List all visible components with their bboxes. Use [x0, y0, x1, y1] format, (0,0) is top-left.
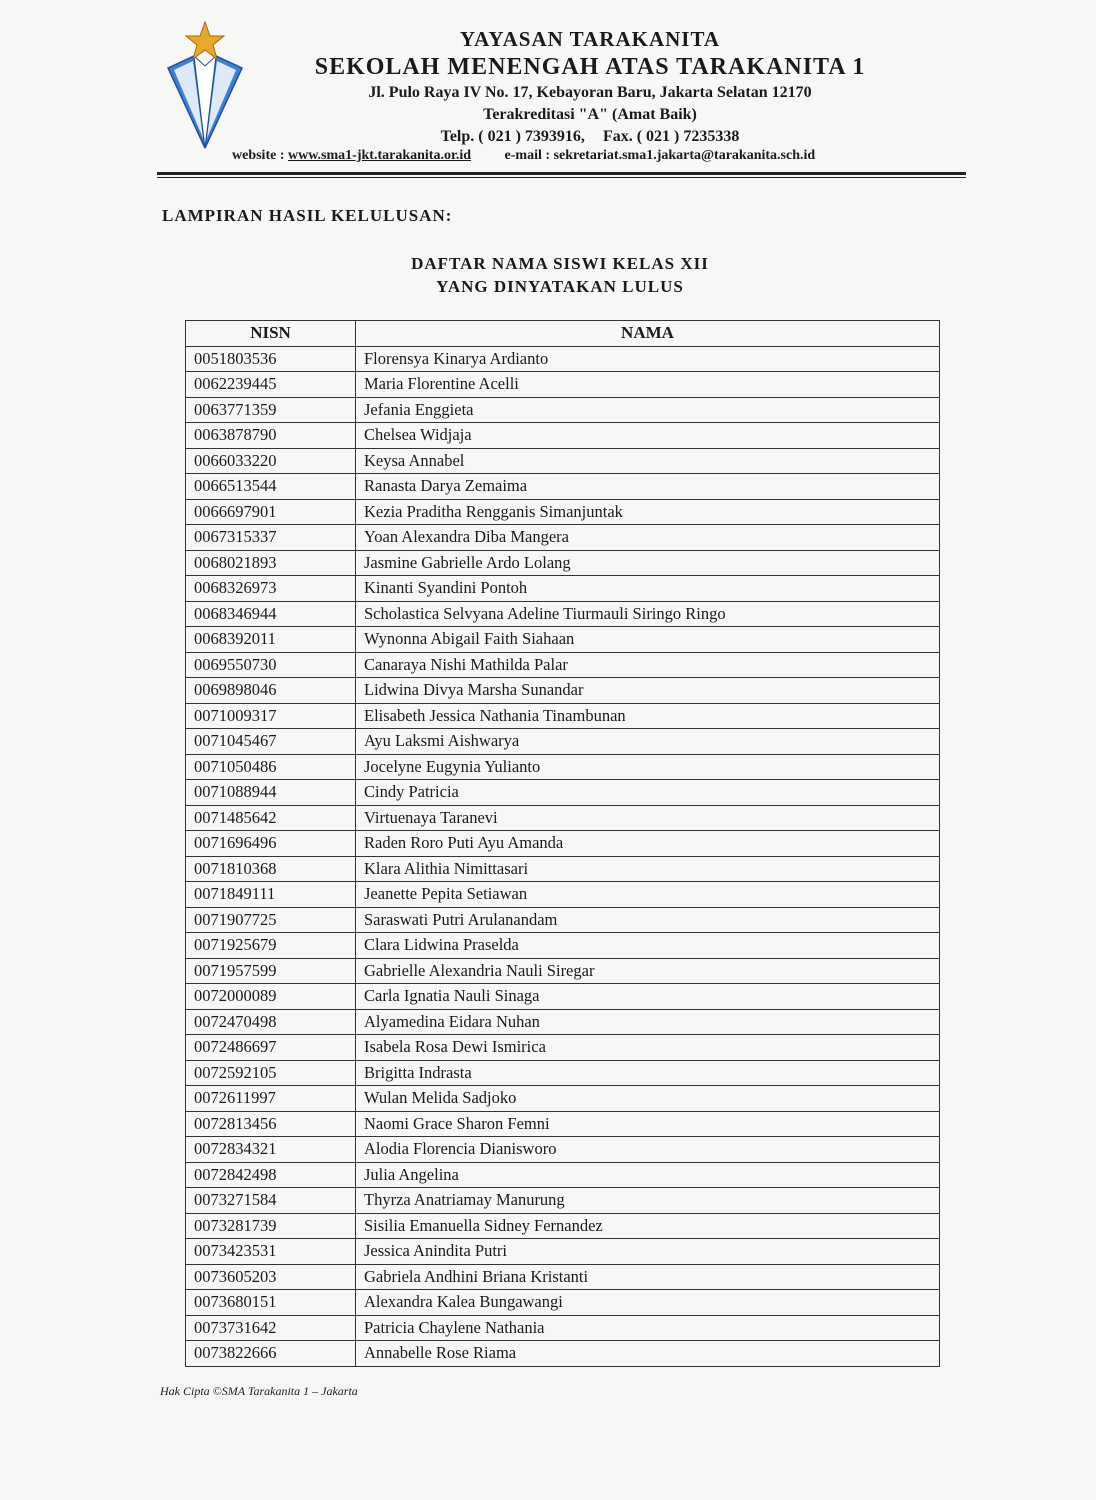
nisn-cell: 0073731642 — [186, 1315, 356, 1341]
nama-cell: Kinanti Syandini Pontoh — [356, 576, 940, 602]
nisn-cell: 0072813456 — [186, 1111, 356, 1137]
nisn-cell: 0073680151 — [186, 1290, 356, 1316]
graduates-table — [185, 320, 940, 1367]
nama-cell: Alodia Florencia Dianisworo — [356, 1137, 940, 1163]
table-row — [186, 1239, 940, 1265]
nisn-cell: 0071696496 — [186, 831, 356, 857]
accreditation: Terakreditasi "A" (Amat Baik) — [483, 106, 697, 123]
nama-cell: Wynonna Abigail Faith Siahaan — [356, 627, 940, 653]
table-row — [186, 1315, 940, 1341]
table-row — [186, 372, 940, 398]
nisn-cell: 0073281739 — [186, 1213, 356, 1239]
table-row — [186, 1188, 940, 1214]
nama-cell: Alexandra Kalea Bungawangi — [356, 1290, 940, 1316]
nama-cell: Sisilia Emanuella Sidney Fernandez — [356, 1213, 940, 1239]
nisn-cell: 0073423531 — [186, 1239, 356, 1265]
table-row — [186, 397, 940, 423]
nisn-cell: 0072842498 — [186, 1162, 356, 1188]
table-row — [186, 601, 940, 627]
table-row — [186, 1086, 940, 1112]
table-row — [186, 499, 940, 525]
nama-cell: Chelsea Widjaja — [356, 423, 940, 449]
nama-cell: Patricia Chaylene Nathania — [356, 1315, 940, 1341]
nisn-cell: 0063771359 — [186, 397, 356, 423]
table-row — [186, 550, 940, 576]
nama-cell: Julia Angelina — [356, 1162, 940, 1188]
nisn-cell: 0073822666 — [186, 1341, 356, 1367]
nisn-cell: 0073271584 — [186, 1188, 356, 1214]
table-row — [186, 525, 940, 551]
letterhead-divider-thin — [157, 177, 966, 178]
phone-number: Telp. ( 021 ) 7393916, — [440, 128, 585, 145]
nama-cell: Canaraya Nishi Mathilda Palar — [356, 652, 940, 678]
table-row — [186, 1213, 940, 1239]
nama-cell: Naomi Grace Sharon Femni — [356, 1111, 940, 1137]
nama-cell: Saraswati Putri Arulanandam — [356, 907, 940, 933]
nama-cell: Clara Lidwina Praselda — [356, 933, 940, 959]
nisn-cell: 0072000089 — [186, 984, 356, 1010]
nisn-cell: 0067315337 — [186, 525, 356, 551]
nama-cell: Maria Florentine Acelli — [356, 372, 940, 398]
section-title: LAMPIRAN HASIL KELULUSAN: — [162, 206, 453, 225]
nama-cell: Annabelle Rose Riama — [356, 1341, 940, 1367]
nisn-cell: 0063878790 — [186, 423, 356, 449]
nisn-cell: 0071485642 — [186, 805, 356, 831]
table-row — [186, 1341, 940, 1367]
nisn-cell: 0071957599 — [186, 958, 356, 984]
nisn-cell: 0068392011 — [186, 627, 356, 653]
table-row — [186, 805, 940, 831]
nama-cell: Cindy Patricia — [356, 780, 940, 806]
table-row — [186, 729, 940, 755]
nama-cell: Virtuenaya Taranevi — [356, 805, 940, 831]
table-body — [186, 346, 940, 1366]
nama-cell: Isabela Rosa Dewi Ismirica — [356, 1035, 940, 1061]
nisn-cell: 0062239445 — [186, 372, 356, 398]
nama-cell: Ranasta Darya Zemaima — [356, 474, 940, 500]
nama-cell: Keysa Annabel — [356, 448, 940, 474]
table-row — [186, 1162, 940, 1188]
table-row — [186, 780, 940, 806]
table-row — [186, 882, 940, 908]
website-label: website : — [232, 148, 285, 163]
table-row — [186, 1111, 940, 1137]
nisn-cell: 0072611997 — [186, 1086, 356, 1112]
table-row — [186, 703, 940, 729]
nisn-cell: 0071907725 — [186, 907, 356, 933]
nisn-cell: 0068021893 — [186, 550, 356, 576]
nisn-cell: 0066697901 — [186, 499, 356, 525]
table-row — [186, 754, 940, 780]
nama-cell: Kezia Praditha Rengganis Simanjuntak — [356, 499, 940, 525]
nisn-cell: 0071045467 — [186, 729, 356, 755]
nisn-cell: 0072592105 — [186, 1060, 356, 1086]
nisn-cell: 0066513544 — [186, 474, 356, 500]
nama-cell: Carla Ignatia Nauli Sinaga — [356, 984, 940, 1010]
table-row — [186, 831, 940, 857]
nama-cell: Elisabeth Jessica Nathania Tinambunan — [356, 703, 940, 729]
table-row — [186, 627, 940, 653]
nisn-cell: 0071050486 — [186, 754, 356, 780]
nama-cell: Jessica Anindita Putri — [356, 1239, 940, 1265]
table-row — [186, 678, 940, 704]
table-row — [186, 1035, 940, 1061]
phone-fax-line — [230, 126, 950, 148]
nama-cell: Yoan Alexandra Diba Mangera — [356, 525, 940, 551]
table-row — [186, 907, 940, 933]
nisn-cell: 0071849111 — [186, 882, 356, 908]
list-title-line-1: DAFTAR NAMA SISWI KELAS XII — [411, 254, 709, 273]
table-row — [186, 933, 940, 959]
website-link[interactable]: www.sma1-jkt.tarakanita.or.id — [288, 148, 472, 163]
nisn-cell: 0069550730 — [186, 652, 356, 678]
nisn-cell: 0051803536 — [186, 346, 356, 372]
table-row — [186, 1264, 940, 1290]
column-header-nisn: NISN — [186, 321, 356, 347]
nama-cell: Florensya Kinarya Ardianto — [356, 346, 940, 372]
contact-line — [232, 148, 952, 164]
school-address: Jl. Pulo Raya IV No. 17, Kebayoran Baru, Jakarta Selatan 12170 — [368, 84, 812, 101]
list-title — [300, 252, 820, 298]
table-row — [186, 652, 940, 678]
nisn-cell: 0072470498 — [186, 1009, 356, 1035]
nama-cell: Jocelyne Eugynia Yulianto — [356, 754, 940, 780]
table-row — [186, 856, 940, 882]
fax-number: Fax. ( 021 ) 7235338 — [602, 128, 740, 145]
nisn-cell: 0071925679 — [186, 933, 356, 959]
table-row — [186, 1290, 940, 1316]
nama-cell: Alyamedina Eidara Nuhan — [356, 1009, 940, 1035]
nisn-cell: 0066033220 — [186, 448, 356, 474]
nama-cell: Jefania Enggieta — [356, 397, 940, 423]
table-row — [186, 984, 940, 1010]
nama-cell: Raden Roro Puti Ayu Amanda — [356, 831, 940, 857]
nama-cell: Jasmine Gabrielle Ardo Lolang — [356, 550, 940, 576]
table-row — [186, 474, 940, 500]
nisn-cell: 0069898046 — [186, 678, 356, 704]
nisn-cell: 0071088944 — [186, 780, 356, 806]
copyright-footer: Hak Cipta ©SMA Tarakanita 1 – Jakarta — [160, 1384, 358, 1398]
email-address: sekretariat.sma1.jakarta@tarakanita.sch.id — [553, 148, 816, 163]
nama-cell: Brigitta Indrasta — [356, 1060, 940, 1086]
nama-cell: Jeanette Pepita Setiawan — [356, 882, 940, 908]
nama-cell: Wulan Melida Sadjoko — [356, 1086, 940, 1112]
nama-cell: Lidwina Divya Marsha Sunandar — [356, 678, 940, 704]
nama-cell: Klara Alithia Nimittasari — [356, 856, 940, 882]
nisn-cell: 0071009317 — [186, 703, 356, 729]
email-label: e-mail : — [504, 148, 551, 163]
table-row — [186, 1009, 940, 1035]
table-row — [186, 346, 940, 372]
nama-cell: Scholastica Selvyana Adeline Tiurmauli Siringo Ringo — [356, 601, 940, 627]
nisn-cell: 0068326973 — [186, 576, 356, 602]
column-header-nama: NAMA — [356, 321, 940, 347]
table-header-row — [186, 321, 940, 347]
nisn-cell: 0072486697 — [186, 1035, 356, 1061]
table-row — [186, 1060, 940, 1086]
org-name: YAYASAN TARAKANITA — [459, 27, 721, 51]
table-row — [186, 1137, 940, 1163]
nama-cell: Gabrielle Alexandria Nauli Siregar — [356, 958, 940, 984]
school-name: SEKOLAH MENENGAH ATAS TARAKANITA 1 — [314, 54, 866, 80]
nama-cell: Gabriela Andhini Briana Kristanti — [356, 1264, 940, 1290]
nisn-cell: 0073605203 — [186, 1264, 356, 1290]
nisn-cell: 0072834321 — [186, 1137, 356, 1163]
table-row — [186, 448, 940, 474]
letterhead-divider-thick — [157, 172, 966, 175]
letterhead — [230, 26, 950, 148]
table-row — [186, 423, 940, 449]
table-row — [186, 576, 940, 602]
nama-cell: Thyrza Anatriamay Manurung — [356, 1188, 940, 1214]
nama-cell: Ayu Laksmi Aishwarya — [356, 729, 940, 755]
nisn-cell: 0068346944 — [186, 601, 356, 627]
nisn-cell: 0071810368 — [186, 856, 356, 882]
table-row — [186, 958, 940, 984]
list-title-line-2: YANG DINYATAKAN LULUS — [436, 277, 684, 296]
